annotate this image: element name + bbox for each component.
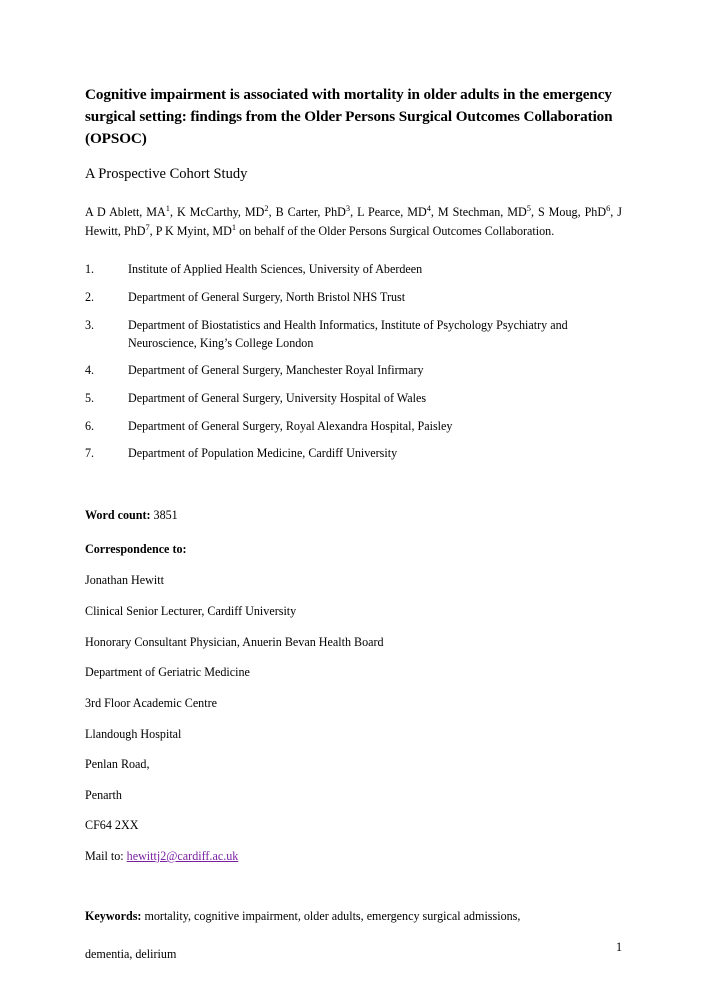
affiliation-text: Department of General Surgery, North Bristol NHS Trust (128, 290, 406, 305)
affiliation-item (85, 316, 622, 352)
word-count-label: Word count: (85, 508, 151, 523)
affiliation-item (85, 417, 622, 435)
affiliation-number: 3. (85, 317, 95, 332)
author-affiliation-marker: 6 (606, 204, 611, 214)
correspondence-label: Correspondence to: (85, 542, 187, 557)
keywords-value: mortality, cognitive impairment, older adults, emergency surgical admissions, (141, 909, 521, 924)
page-title: Cognitive impairment is associated with mortality in older adults in the emergency surgical setting: findings from the Older Persons Surgical Outcomes Collaboration (OPSOC) (85, 86, 613, 148)
author-segment: on behalf of the Older Persons Surgical Outcomes Collaboration. (236, 223, 555, 238)
mail-line (85, 847, 622, 865)
affiliation-item (85, 444, 622, 462)
author-affiliation-marker: 3 (345, 204, 351, 214)
mail-prefix: Mail to: (85, 849, 127, 864)
affiliation-item (85, 260, 622, 278)
keywords-line-2: dementia, delirium (85, 947, 177, 962)
correspondence-line: Clinical Senior Lecturer, Cardiff University (85, 603, 297, 618)
author-affiliation-marker: 1 (165, 204, 170, 214)
affiliation-text: Department of General Surgery, Manchester Royal Infirmary (128, 363, 424, 378)
page-number: 1 (615, 940, 622, 954)
affiliation-number: 4. (85, 363, 95, 378)
document-subtitle: A Prospective Cohort Study (85, 166, 248, 183)
keywords-label: Keywords: (85, 909, 142, 924)
affiliation-text: Department of Population Medicine, Cardiff University (128, 446, 398, 461)
email-link[interactable]: hewittj2@cardiff.ac.uk (126, 849, 239, 864)
affiliation-number: 6. (85, 418, 95, 433)
affiliation-item (85, 288, 622, 306)
affiliation-item (85, 361, 622, 379)
affiliation-list (85, 260, 622, 462)
affiliation-text: Institute of Applied Health Sciences, University of Aberdeen (128, 262, 423, 277)
affiliation-text: Department of General Surgery, University Hospital of Wales (128, 391, 427, 406)
author-affiliation-marker: 1 (231, 222, 237, 232)
keywords-line (85, 907, 622, 925)
author-affiliation-marker: 2 (264, 204, 269, 214)
correspondence-line: Llandough Hospital (85, 726, 182, 741)
affiliation-text: Department of General Surgery, Royal Alexandra Hospital, Paisley (128, 418, 453, 433)
correspondence-line: Penlan Road, (85, 757, 150, 772)
affiliation-number: 2. (85, 290, 95, 305)
correspondence-line: 3rd Floor Academic Centre (85, 695, 217, 710)
author-segment: , J Hewitt, PhD (85, 205, 622, 238)
affiliation-number: 7. (85, 446, 95, 461)
correspondence-line: Penarth (85, 787, 122, 802)
author-affiliation-marker: 4 (426, 204, 431, 214)
affiliation-text: Department of Biostatistics and Health Informatics, Institute of Psychology Psychiatry and Neuroscience, King’s College London (128, 317, 568, 350)
author-list (85, 203, 622, 240)
word-count (85, 506, 622, 524)
affiliation-item (85, 389, 622, 407)
author-segment: A D Ablett, MA (85, 205, 166, 220)
correspondence-line: Honorary Consultant Physician, Anuerin Bevan Health Board (85, 634, 384, 649)
word-count-value: 3851 (150, 508, 178, 523)
author-segment: , M Stechman, MD (430, 205, 527, 220)
correspondence-line: CF64 2XX (85, 818, 139, 833)
author-affiliation-marker: 5 (526, 204, 531, 214)
affiliation-number: 1. (85, 262, 95, 277)
correspondence-block (85, 571, 622, 834)
author-segment: , S Moug, PhD (530, 205, 607, 220)
correspondence-line: Department of Geriatric Medicine (85, 665, 250, 680)
author-segment: , P K Myint, MD (149, 223, 232, 238)
author-segment: , K McCarthy, MD (169, 205, 265, 220)
author-segment: , L Pearce, MD (350, 205, 427, 220)
correspondence-line: Jonathan Hewitt (85, 573, 164, 588)
spacer (85, 472, 622, 506)
author-segment: , B Carter, PhD (268, 205, 346, 220)
affiliation-number: 5. (85, 391, 95, 406)
author-affiliation-marker: 7 (145, 222, 150, 232)
